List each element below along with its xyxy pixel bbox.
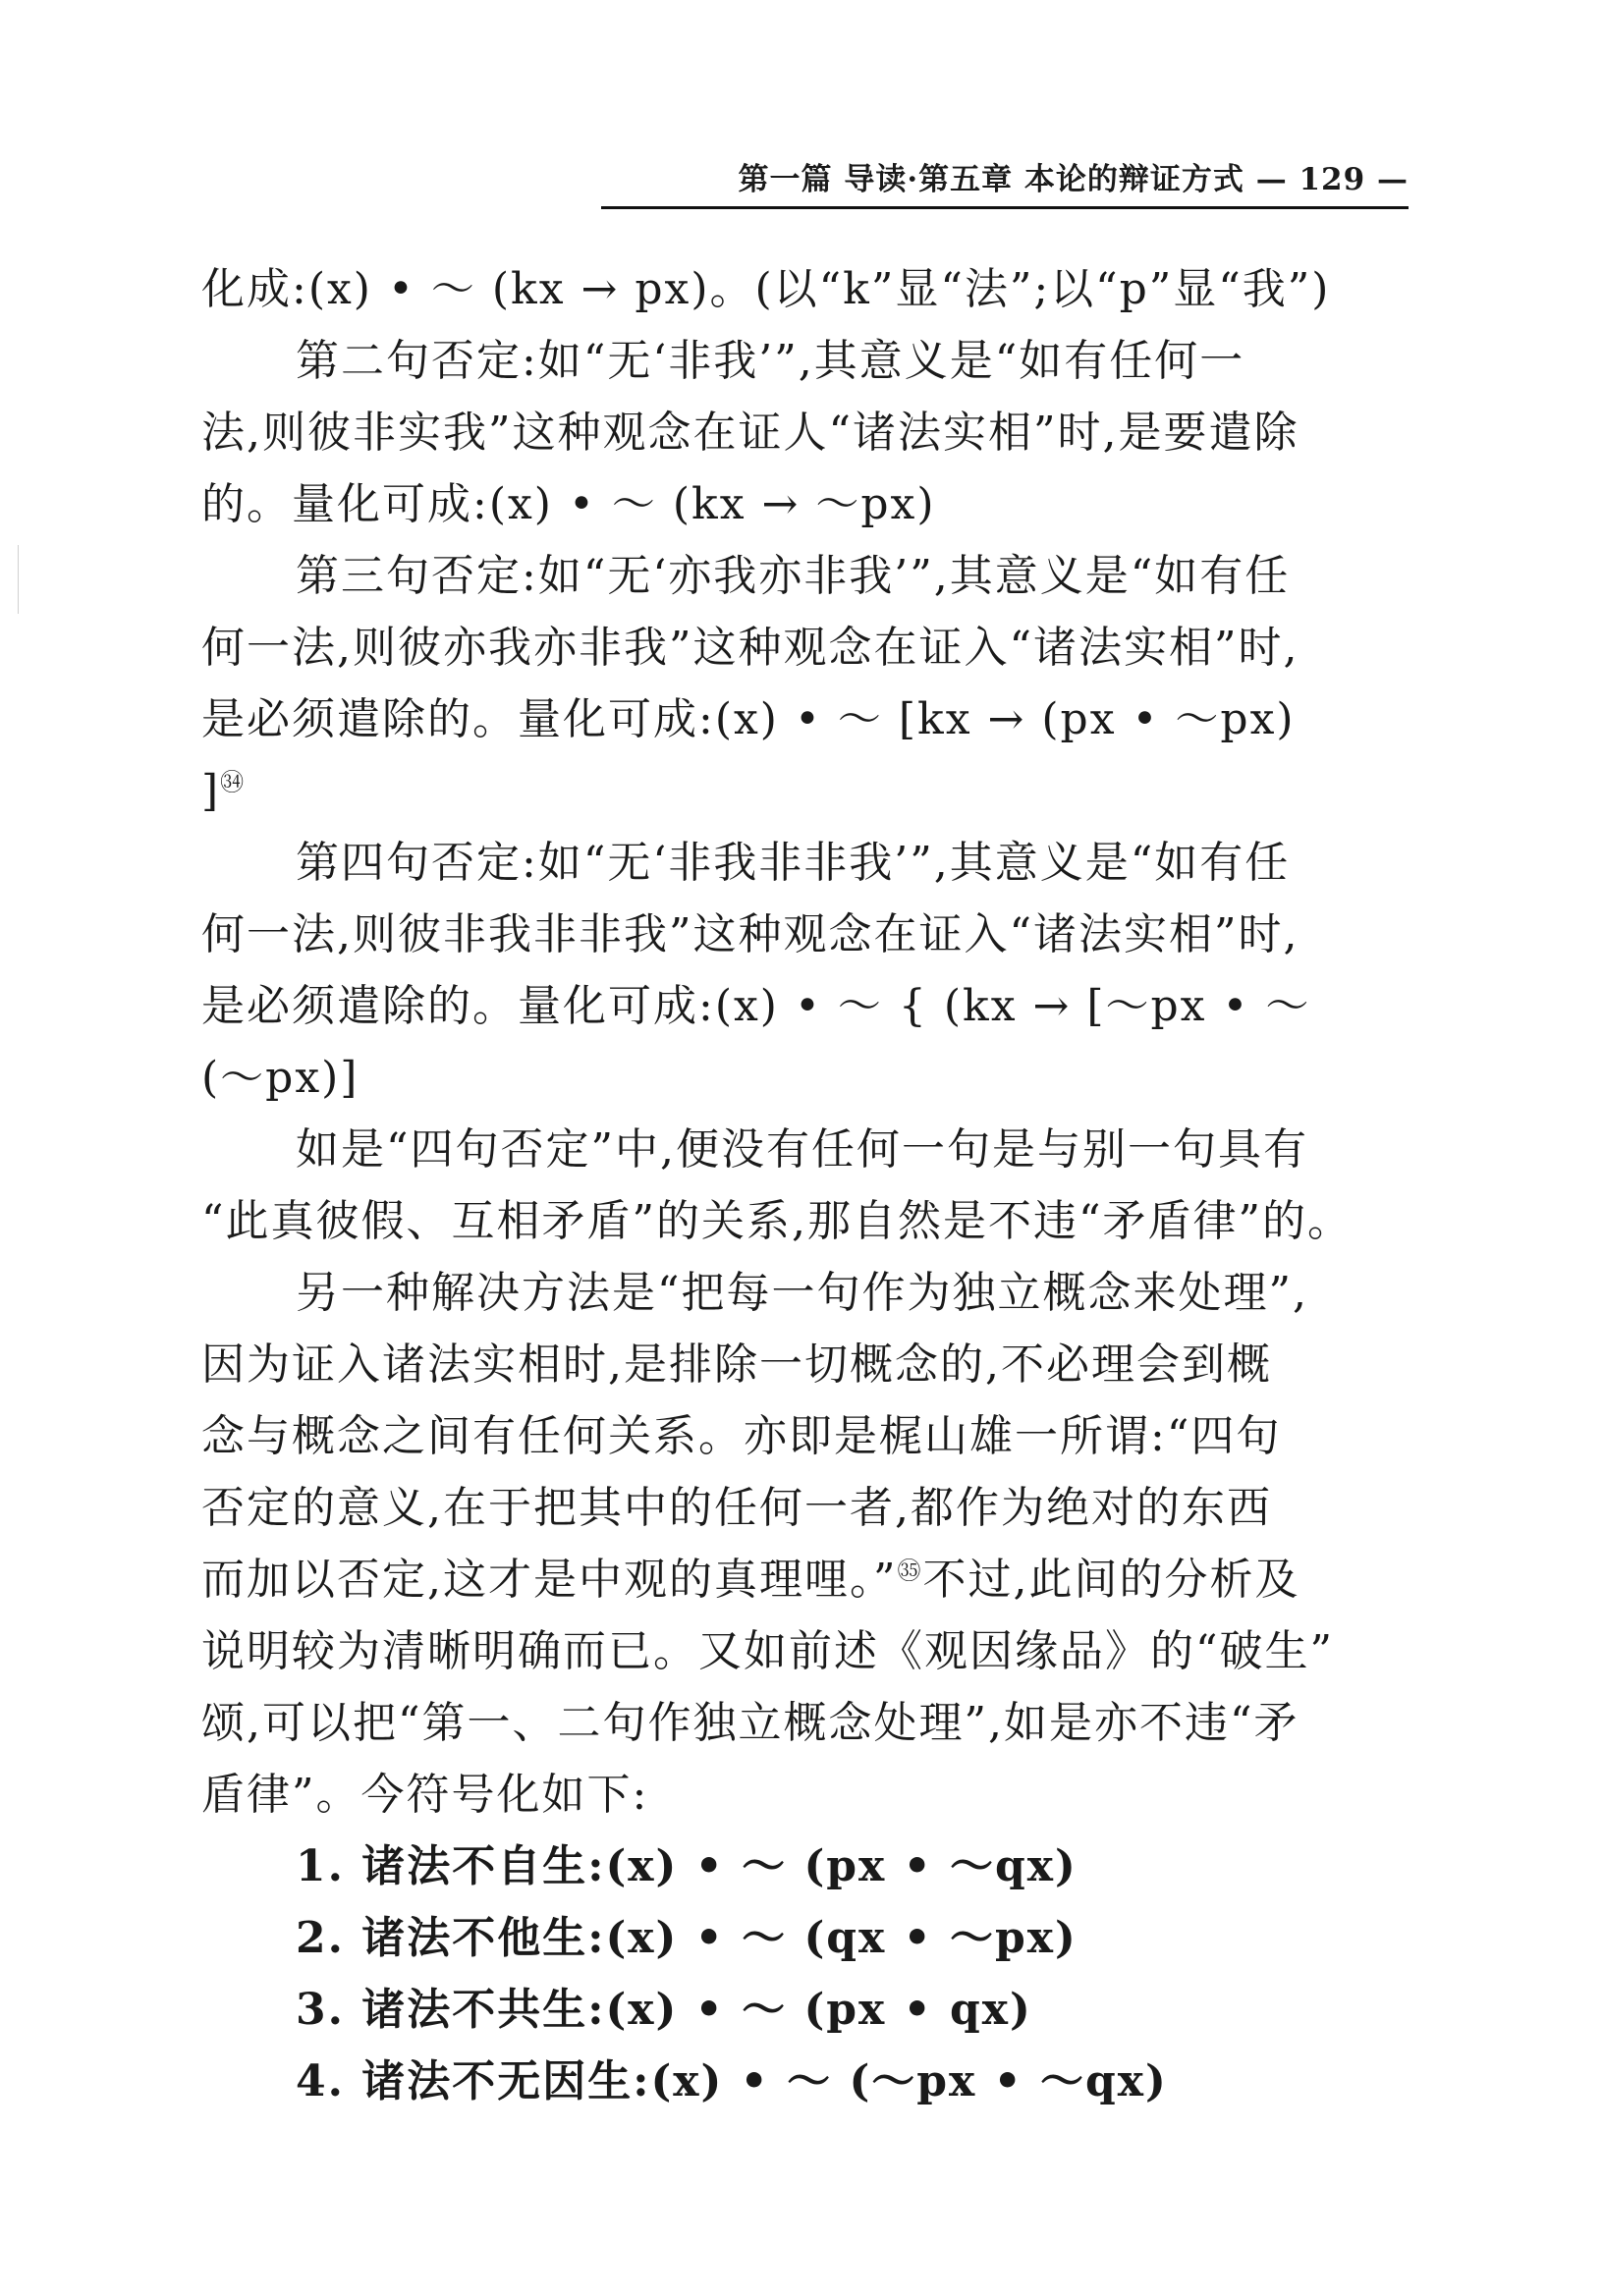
text-line-2: 第二句否定:如“无‘非我’”,其意义是“如有任何一 — [296, 336, 1245, 386]
text-line-10: 何一法,则彼非我非非我”这种观念在证入“诸法实相”时, — [201, 909, 1299, 959]
text-line-12: (～px)] — [201, 1053, 359, 1103]
page-edge-mark — [18, 545, 19, 614]
text-line-6: 何一法,则彼亦我亦非我”这种观念在证入“诸法实相”时, — [201, 623, 1299, 673]
text-line-19-tail: 不过,此间的分析及 — [922, 1555, 1300, 1605]
text-line-13: 如是“四句否定”中,便没有任何一句是与别一句具有 — [296, 1124, 1308, 1175]
main-text — [201, 253, 1410, 2117]
text-line-15: 另一种解决方法是“把每一句作为独立概念来处理”, — [296, 1268, 1308, 1318]
text-line-1: 化成:(x) • ～ (kx → px)。(以“k”显“法”;以“p”显“我”) — [201, 264, 1331, 314]
list-item-3: 3. 诸法不共生:(x) • ～ (px • qx) — [296, 1985, 1032, 2035]
text-line-3: 法,则彼非实我”这种观念在证人“诸法实相”时,是要遣除 — [201, 408, 1299, 458]
text-line-22: 盾律”。今符号化如下: — [201, 1770, 649, 1820]
text-line-8 — [201, 755, 1410, 827]
text-line-5: 第三句否定:如“无‘亦我亦非我’”,其意义是“如有任 — [296, 551, 1291, 601]
footnote-marker-35: ㉟ — [897, 1557, 923, 1585]
text-line-9: 第四句否定:如“无‘非我非非我’”,其意义是“如有任 — [296, 838, 1291, 888]
text-line-16: 因为证入诸法实相时,是排除一切概念的,不必理会到概 — [201, 1339, 1272, 1390]
list-item-1: 1. 诸法不自生:(x) • ～ (px • ～qx) — [296, 1841, 1078, 1891]
text-line-19 — [201, 1544, 1410, 1615]
header-rule — [601, 206, 1409, 209]
text-line-18: 否定的意义,在于把其中的任何一者,都作为绝对的东西 — [201, 1483, 1272, 1533]
footnote-marker-34: ㉞ — [220, 768, 247, 796]
running-header: 第一篇 导读·第五章 本论的辩证方式 — 129 — — [738, 162, 1409, 197]
closing-bracket: ] — [201, 766, 221, 816]
text-line-4: 的。量化可成:(x) • ～ (kx → ～px) — [201, 479, 936, 529]
text-line-21: 颂,可以把“第一、二句作独立概念处理”,如是亦不违“矛 — [201, 1698, 1299, 1748]
text-line-19-main: 而加以否定,这才是中观的真理哩。” — [201, 1555, 898, 1605]
text-line-14: “此真彼假、互相矛盾”的关系,那自然是不违“矛盾律”的。 — [201, 1196, 1353, 1246]
text-line-11: 是必须遣除的。量化可成:(x) • ～ { (kx → [～px • ～ — [201, 981, 1311, 1031]
text-line-17: 念与概念之间有任何关系。亦即是梶山雄一所谓:“四句 — [201, 1411, 1282, 1461]
text-line-20: 说明较为清晰明确而已。又如前述《观因缘品》的“破生” — [201, 1626, 1334, 1676]
list-item-2: 2. 诸法不他生:(x) • ～ (qx • ～px) — [296, 1913, 1078, 1963]
text-line-7: 是必须遣除的。量化可成:(x) • ～ [kx → (px • ～px) — [201, 694, 1296, 744]
list-item-4: 4. 诸法不无因生:(x) • ～ (～px • ～qx) — [296, 2056, 1168, 2106]
